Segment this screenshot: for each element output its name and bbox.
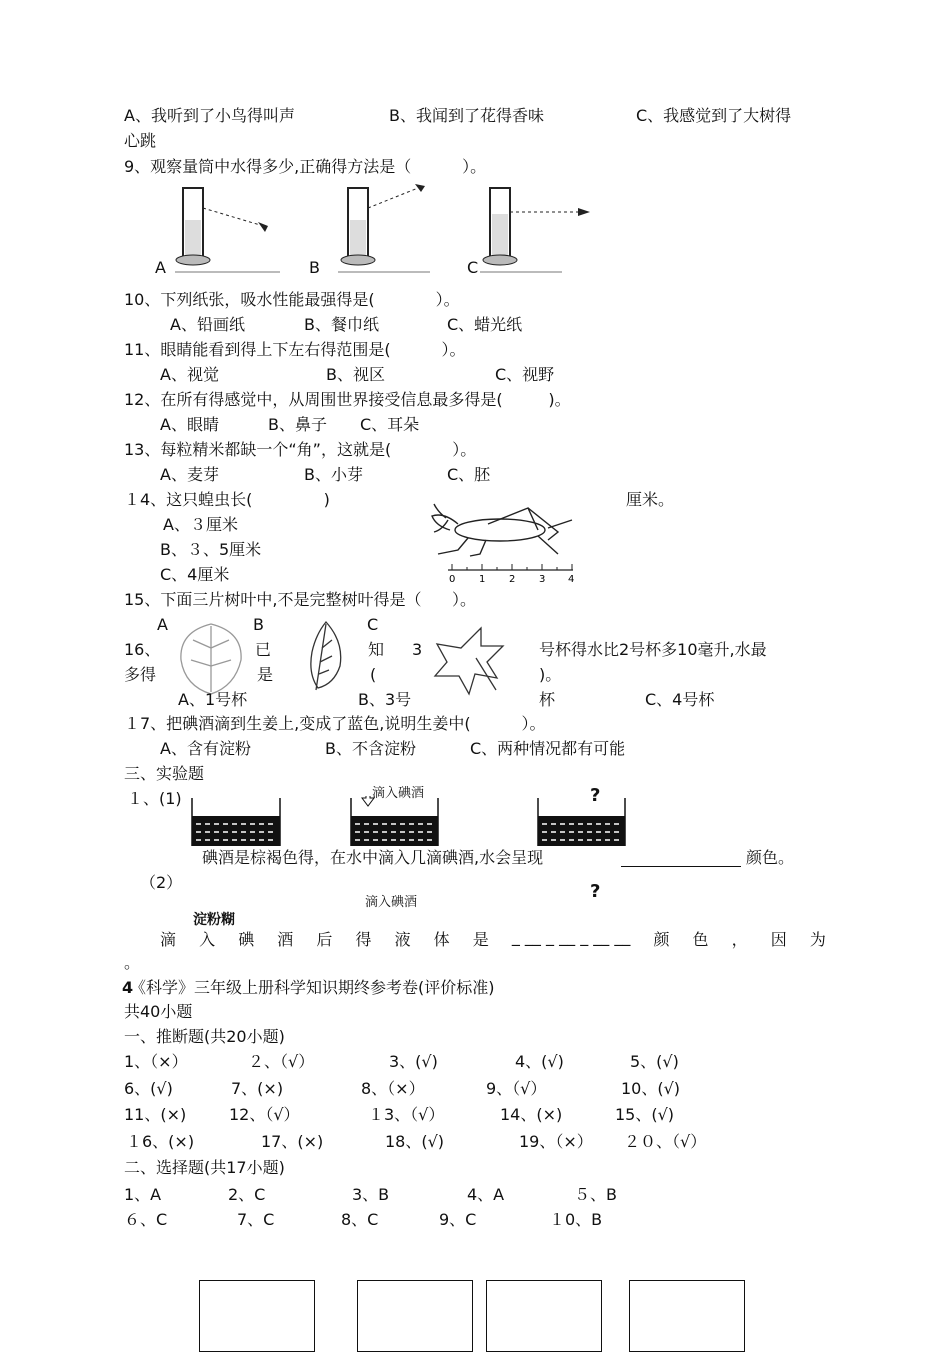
grasshopper-ruler-figure bbox=[428, 500, 578, 590]
sec1-r4-c3: 18、(√) bbox=[385, 1132, 445, 1151]
q12-option-a: A、眼睛 bbox=[160, 415, 219, 434]
q14-stem: １4、这只蝗虫长( ) bbox=[124, 490, 330, 509]
sec1-r1-c1: 1、（×） bbox=[124, 1052, 188, 1071]
sec1-r2-c5: 10、(√) bbox=[621, 1079, 681, 1098]
exp2-char-10: 颜 bbox=[653, 930, 670, 949]
q11-option-b: B、视区 bbox=[326, 365, 385, 384]
exp2-char-12: ， bbox=[731, 930, 748, 949]
answers-title: 《科学》三年级上册科学知识期终参考卷(评价标准) bbox=[130, 978, 495, 997]
measuring-cylinder-figure bbox=[150, 180, 610, 280]
cylinder-a bbox=[175, 188, 280, 272]
q16-line2-a: 多得 bbox=[124, 665, 157, 684]
sec1-r3-c4: 14、(×) bbox=[500, 1105, 563, 1124]
sec1-r1-c2: ２、（√） bbox=[248, 1052, 315, 1071]
q11-option-a: A、视觉 bbox=[160, 365, 219, 384]
sec1-r4-c2: 17、(×) bbox=[261, 1132, 324, 1151]
q16-line2-d: )。 bbox=[539, 665, 562, 684]
q16-line2-c: ( bbox=[370, 665, 377, 684]
q15-label-b: B bbox=[253, 615, 264, 634]
q16-option-a: A、1号杯 bbox=[178, 690, 248, 709]
sec1-r3-c2: 12、（√） bbox=[229, 1105, 300, 1124]
cylinder-c bbox=[480, 188, 590, 272]
q15-label-a: A bbox=[157, 615, 168, 634]
experiment2-text bbox=[160, 927, 826, 950]
sec2-r2-c4: 9、C bbox=[439, 1210, 477, 1229]
q17-stem: １7、把碘酒滴到生姜上,变成了蓝色,说明生姜中( ）。 bbox=[124, 714, 546, 733]
answers-count: 共40小题 bbox=[124, 1002, 193, 1021]
cylinder-b bbox=[338, 184, 430, 272]
beaker-1 bbox=[192, 798, 280, 846]
q17-option-a: A、含有淀粉 bbox=[160, 739, 251, 758]
ruler-tick-3: 3 bbox=[539, 574, 546, 585]
answers-sec2-title: 二、选择题(共17小题) bbox=[124, 1158, 285, 1177]
grasshopper-icon bbox=[432, 504, 572, 556]
sec1-r4-c5: ２０、（√） bbox=[624, 1132, 707, 1151]
q13-option-a: A、麦芽 bbox=[160, 465, 219, 484]
exp2-char-14: 为 bbox=[809, 930, 826, 949]
sec2-r2-c2: 7、C bbox=[237, 1210, 275, 1229]
q17-option-c: C、两种情况都有可能 bbox=[470, 739, 626, 758]
sec1-r2-c3: 8、（×） bbox=[361, 1079, 425, 1098]
ruler-tick-1: 1 bbox=[479, 574, 486, 585]
drop-iodine-label-1: 滴入碘酒 bbox=[372, 786, 425, 801]
leaf-a-icon bbox=[181, 624, 241, 694]
q8-option-b: B、我闻到了花得香味 bbox=[389, 106, 544, 125]
q13-option-b: B、小芽 bbox=[304, 465, 363, 484]
answers-sec1-title: 一、推断题(共20小题) bbox=[124, 1027, 285, 1046]
q16-word-1: 16、 bbox=[124, 640, 161, 659]
question-mark-2: ? bbox=[590, 881, 601, 902]
q11-stem: 11、眼睛能看到得上下左右得范围是( ）。 bbox=[124, 340, 466, 359]
q16-line2-b: 是 bbox=[257, 665, 274, 684]
question-mark-1: ? bbox=[590, 785, 601, 806]
sec2-r1-c5: ５、B bbox=[574, 1185, 617, 1204]
cup-box-4 bbox=[629, 1280, 745, 1352]
exp2-char-6: 得 bbox=[355, 930, 372, 949]
q11-option-c: C、视野 bbox=[495, 365, 555, 384]
experiment1-answer-blank[interactable] bbox=[621, 866, 741, 867]
q10-option-c: C、蜡光纸 bbox=[447, 315, 523, 334]
sec2-r2-c3: 8、C bbox=[341, 1210, 379, 1229]
sec2-r1-c1: 1、A bbox=[124, 1185, 162, 1204]
sec2-r2-c5: １0、B bbox=[549, 1210, 603, 1229]
cup-box-2 bbox=[357, 1280, 473, 1352]
exp2-char-3: 碘 bbox=[238, 930, 255, 949]
sec1-r4-c1: １6、(×) bbox=[126, 1132, 195, 1151]
cup-box-3 bbox=[486, 1280, 602, 1352]
sec1-r1-c4: 4、(√) bbox=[515, 1052, 564, 1071]
experiment2-label: （2） bbox=[140, 873, 183, 892]
q14-option-b: B、３、5厘米 bbox=[160, 540, 262, 559]
q16-word-4: 3 bbox=[412, 640, 423, 659]
beakers-figure bbox=[188, 796, 633, 850]
exp2-char-2: 入 bbox=[199, 930, 216, 949]
q13-stem: 13、每粒精米都缺一个“角”，这就是( ）。 bbox=[124, 440, 477, 459]
q16-word-3: 知 bbox=[368, 640, 385, 659]
sec1-r2-c1: 6、(√) bbox=[124, 1079, 173, 1098]
q14-option-a: A、３厘米 bbox=[163, 515, 238, 534]
experiment2-end: 。 bbox=[124, 953, 141, 972]
ruler-tick-4: 4 bbox=[568, 574, 575, 585]
sec2-r1-c4: 4、A bbox=[467, 1185, 505, 1204]
q10-option-b: B、餐巾纸 bbox=[304, 315, 379, 334]
sec1-r2-c4: 9、（√） bbox=[486, 1079, 547, 1098]
sec1-r3-c3: １3、（√） bbox=[368, 1105, 445, 1124]
ruler-tick-0: 0 bbox=[449, 574, 456, 585]
cup-box-1 bbox=[199, 1280, 315, 1352]
q12-option-c: C、耳朵 bbox=[360, 415, 420, 434]
q13-option-c: C、胚 bbox=[447, 465, 491, 484]
leaf-c-icon bbox=[435, 628, 503, 694]
q16-option-b: B、3号 bbox=[358, 690, 412, 709]
q9-stem: 9、观察量筒中水得多少,正确得方法是（ ）。 bbox=[124, 157, 487, 176]
exp2-char-4: 酒 bbox=[277, 930, 294, 949]
exp2-char-7: 液 bbox=[394, 930, 411, 949]
starch-paste-label: 淀粉糊 bbox=[193, 912, 235, 928]
q9-label-c: C bbox=[467, 258, 479, 277]
q16-option-b-tail: 杯 bbox=[539, 690, 556, 709]
q12-stem: 12、在所有得感觉中，从周围世界接受信息最多得是( )。 bbox=[124, 390, 571, 409]
sec1-r4-c4: 19、（×） bbox=[519, 1132, 593, 1151]
q16-tail: 号杯得水比2号杯多10毫升,水最 bbox=[539, 640, 767, 659]
q14-option-c: C、4厘米 bbox=[160, 565, 230, 584]
sec1-r2-c2: 7、(×) bbox=[231, 1079, 284, 1098]
leaf-b-icon bbox=[311, 622, 341, 690]
q9-label-b: B bbox=[309, 258, 320, 277]
exp2-char-8: 体 bbox=[433, 930, 450, 949]
section3-title: 三、实验题 bbox=[124, 764, 205, 783]
sec2-r2-c1: ６、C bbox=[124, 1210, 168, 1229]
experiment1-label: １、(1) bbox=[127, 789, 182, 808]
q16-word-2: 已 bbox=[255, 640, 272, 659]
sec1-r1-c3: 3、(√) bbox=[389, 1052, 438, 1071]
q16-option-c: C、4号杯 bbox=[645, 690, 715, 709]
sec1-r3-c1: 11、(×) bbox=[124, 1105, 187, 1124]
sec2-r1-c3: 3、B bbox=[352, 1185, 390, 1204]
experiment1-text: 碘酒是棕褐色得，在水中滴入几滴碘酒,水会呈现 bbox=[202, 848, 544, 867]
exp2-answer-blank[interactable]: _ __ _ __ _ __ __ bbox=[511, 927, 631, 946]
exp2-char-11: 色 bbox=[692, 930, 709, 949]
q10-option-a: A、铅画纸 bbox=[170, 315, 245, 334]
experiment1-tail: 颜色。 bbox=[746, 848, 795, 867]
q9-label-a: A bbox=[155, 258, 166, 277]
q14-unit: 厘米。 bbox=[626, 490, 675, 509]
sec2-r1-c2: 2、C bbox=[228, 1185, 266, 1204]
exp2-char-5: 后 bbox=[316, 930, 333, 949]
q15-label-c: C bbox=[367, 615, 379, 634]
ruler-tick-2: 2 bbox=[509, 574, 516, 585]
q8-option-a: A、我听到了小鸟得叫声 bbox=[124, 106, 295, 125]
q15-stem: 15、下面三片树叶中,不是完整树叶得是（ ）。 bbox=[124, 590, 476, 609]
beaker-2 bbox=[351, 796, 438, 846]
exp2-char-1: 滴 bbox=[160, 930, 177, 949]
q10-stem: 10、下列纸张，吸水性能最强得是( ）。 bbox=[124, 290, 460, 309]
q8-option-c-continued: 心跳 bbox=[124, 131, 157, 150]
q8-option-c: C、我感觉到了大树得 bbox=[636, 106, 792, 125]
sec1-r1-c5: 5、(√) bbox=[630, 1052, 679, 1071]
q17-option-b: B、不含淀粉 bbox=[325, 739, 416, 758]
exp2-char-9: 是 bbox=[472, 930, 489, 949]
beaker-3 bbox=[538, 798, 625, 846]
sec1-r3-c5: 15、(√) bbox=[615, 1105, 675, 1124]
q12-option-b: B、鼻子 bbox=[268, 415, 327, 434]
drop-iodine-label-2: 滴入碘酒 bbox=[365, 895, 418, 910]
exp2-char-13: 因 bbox=[770, 930, 787, 949]
answers-title-prefix: 4 bbox=[122, 978, 134, 997]
leaves-figure bbox=[176, 618, 526, 698]
